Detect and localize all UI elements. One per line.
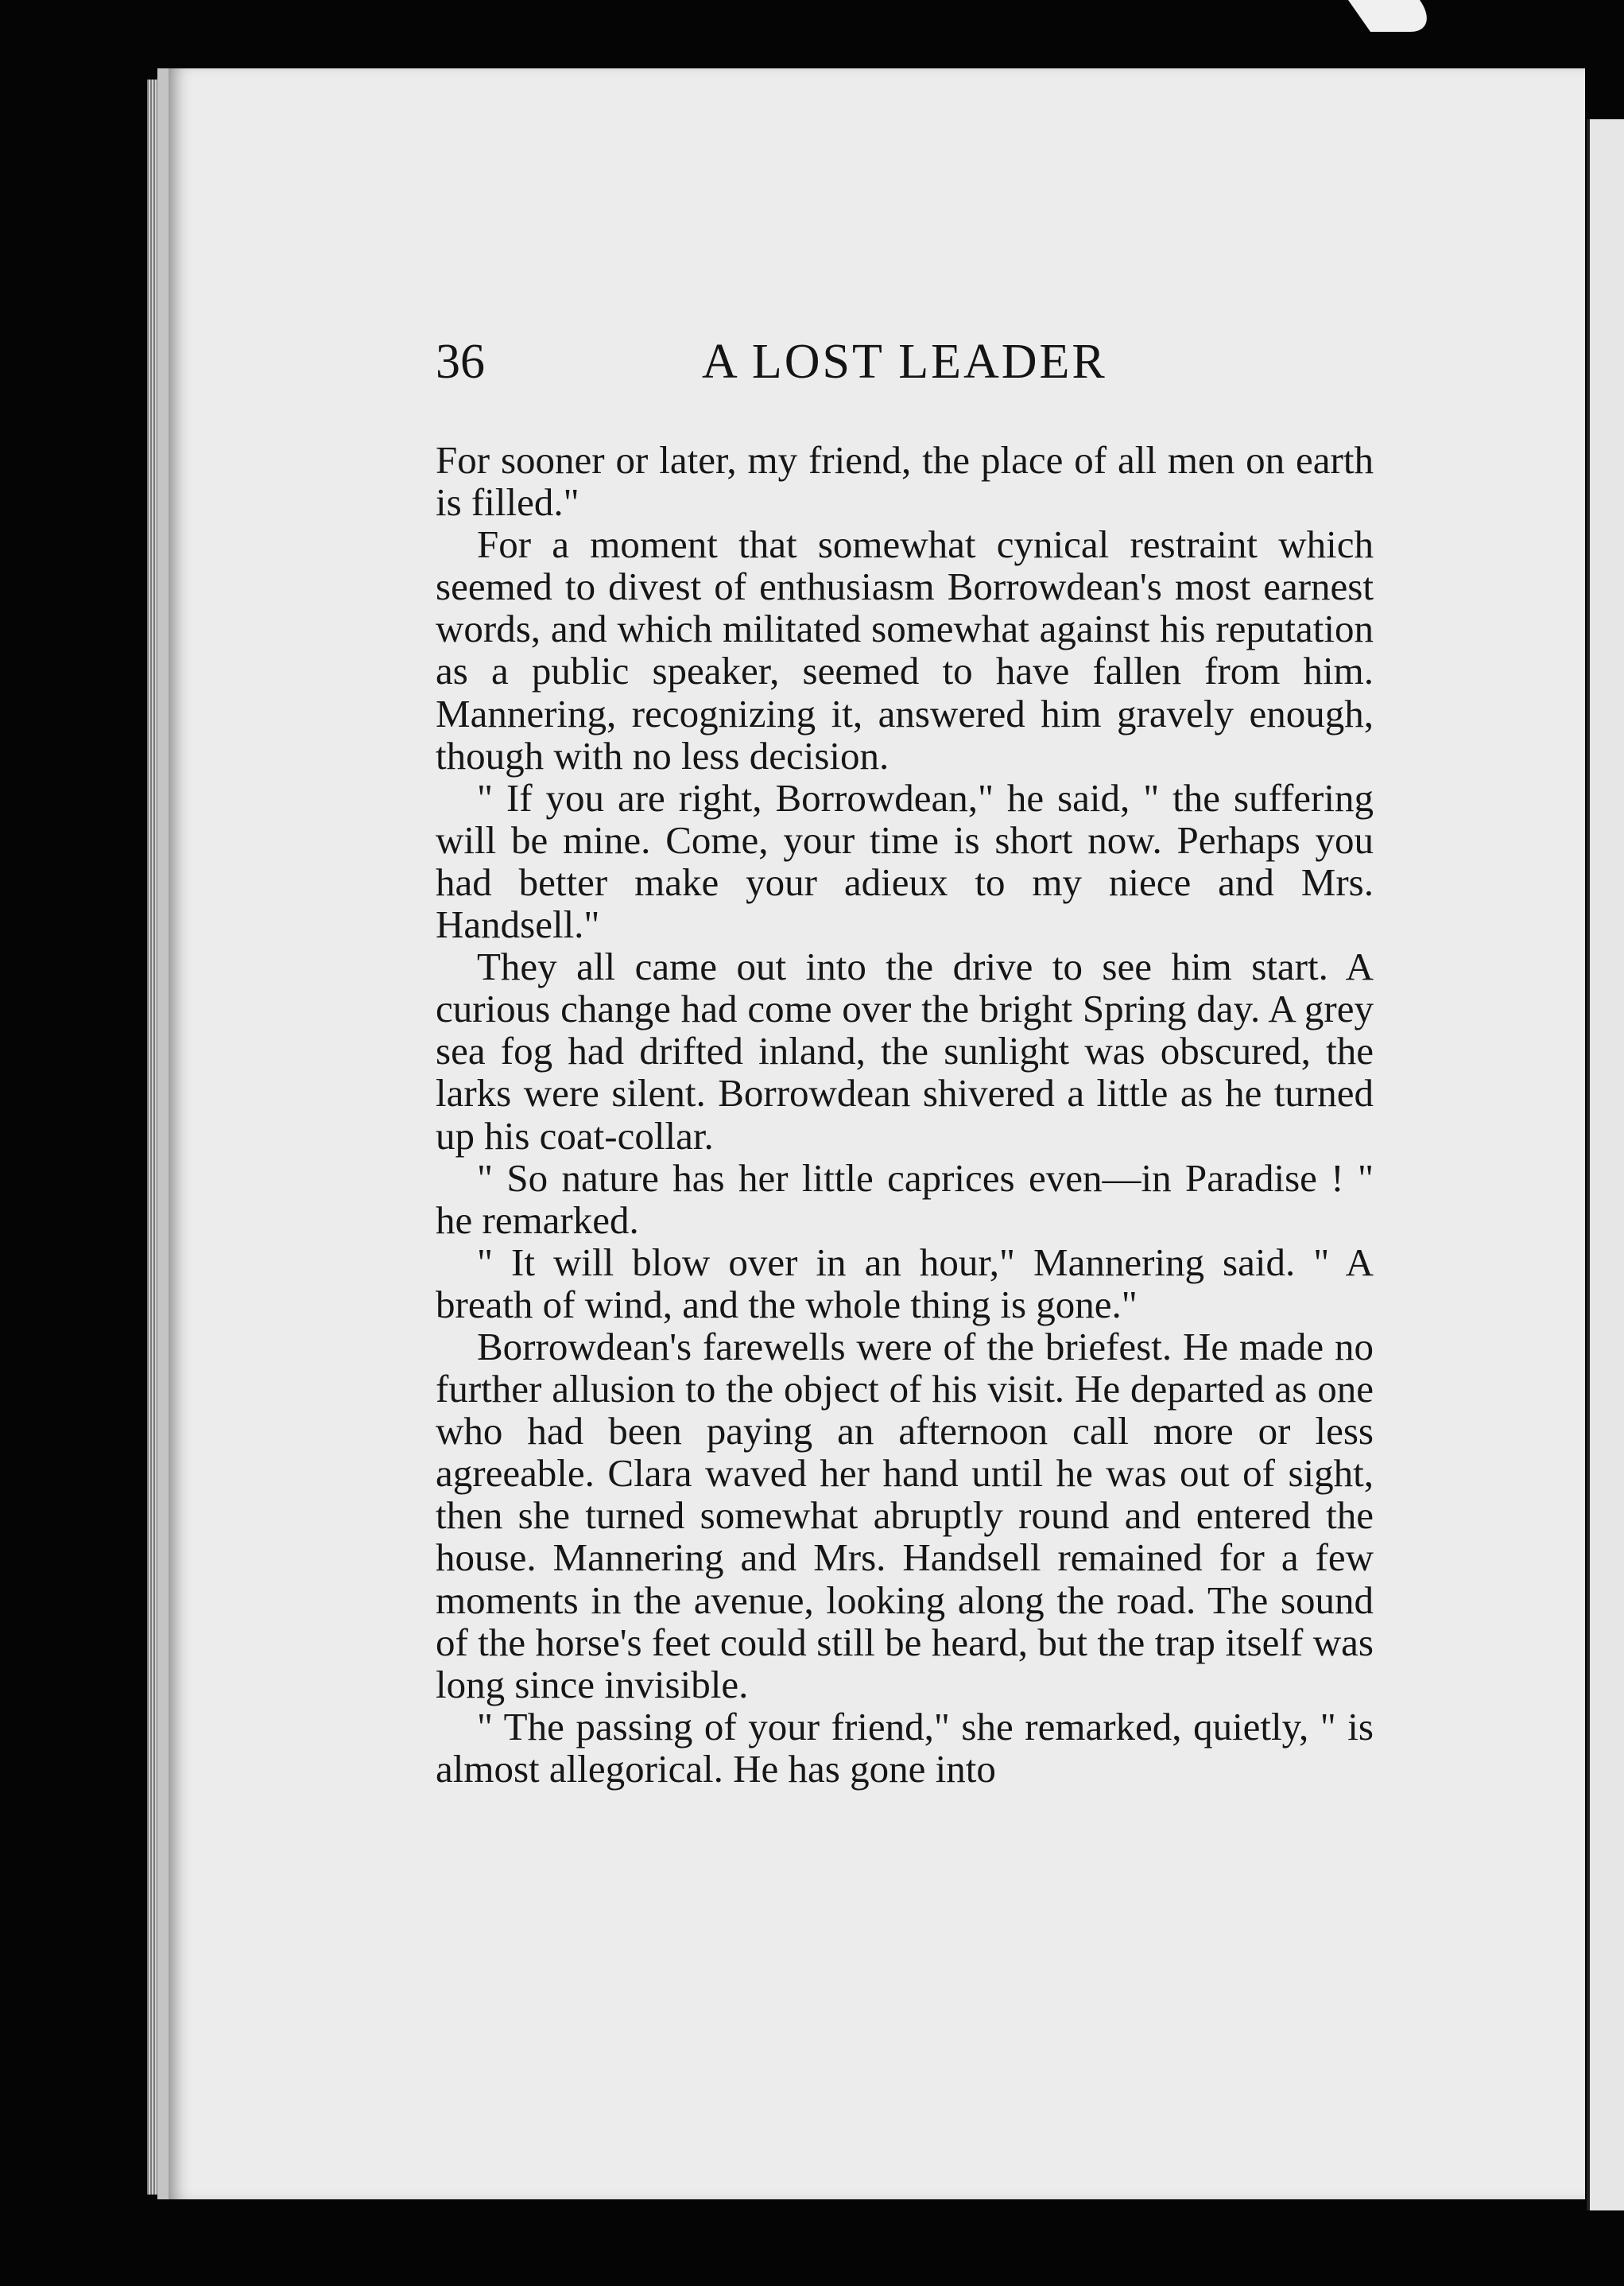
facing-page-edge: [1587, 119, 1624, 2210]
book-title: A LOST LEADER: [702, 335, 1107, 389]
body-text: [436, 439, 1374, 1790]
page-number: 36: [436, 335, 485, 389]
paragraph: " The passing of your friend," she remarked, quietly, " is almost allegorical. He has gone into: [436, 1704, 1374, 1791]
paragraph: " If you are right, Borrowdean," he said, " the suffering will be mine. Come, your time is short now. Perhaps you had better make your adieux to my niece and Mrs. Handsell.": [436, 775, 1374, 947]
running-head: [436, 334, 1413, 398]
paragraph: Borrowdean's farewells were of the briefest. He made no further allusion to the object of his visit. He departed as one who had been paying an afternoon call more or less agreeable. Clara waved her hand until he was out of sight, then she turned somewhat abruptly round and entered the house. Mannering and Mrs. Handsell remained for a few moments in the avenue, looking along the road. The sound of the horse's feet could still be heard, but the trap itself was long since invisible.: [436, 1324, 1374, 1706]
scan-corner-mark: [1348, 0, 1442, 32]
paragraph: They all came out into the drive to see him start. A curious change had come over the bright Spring day. A grey sea fog had drifted inland, the sunlight was obscured, the larks were silent. Borrowdean shivered a little as he turned up his coat-collar.: [436, 945, 1374, 1158]
paragraph: For a moment that somewhat cynical restraint which seemed to divest of enthusiasm Borrowdean's most earnest words, and which militated somewhat against his reputation as a public speaker, seemed to have fallen from him. Mannering, recognizing it, answered him gravely enough, though with no less decision.: [436, 522, 1374, 778]
paragraph: " It will blow over in an hour," Mannering said. " A breath of wind, and the whole thing is gone.": [436, 1240, 1374, 1326]
paragraph: " So nature has her little caprices even—in Paradise ! " he remarked.: [436, 1155, 1374, 1242]
paragraph: For sooner or later, my friend, the place of all men on earth is filled.": [436, 438, 1374, 525]
